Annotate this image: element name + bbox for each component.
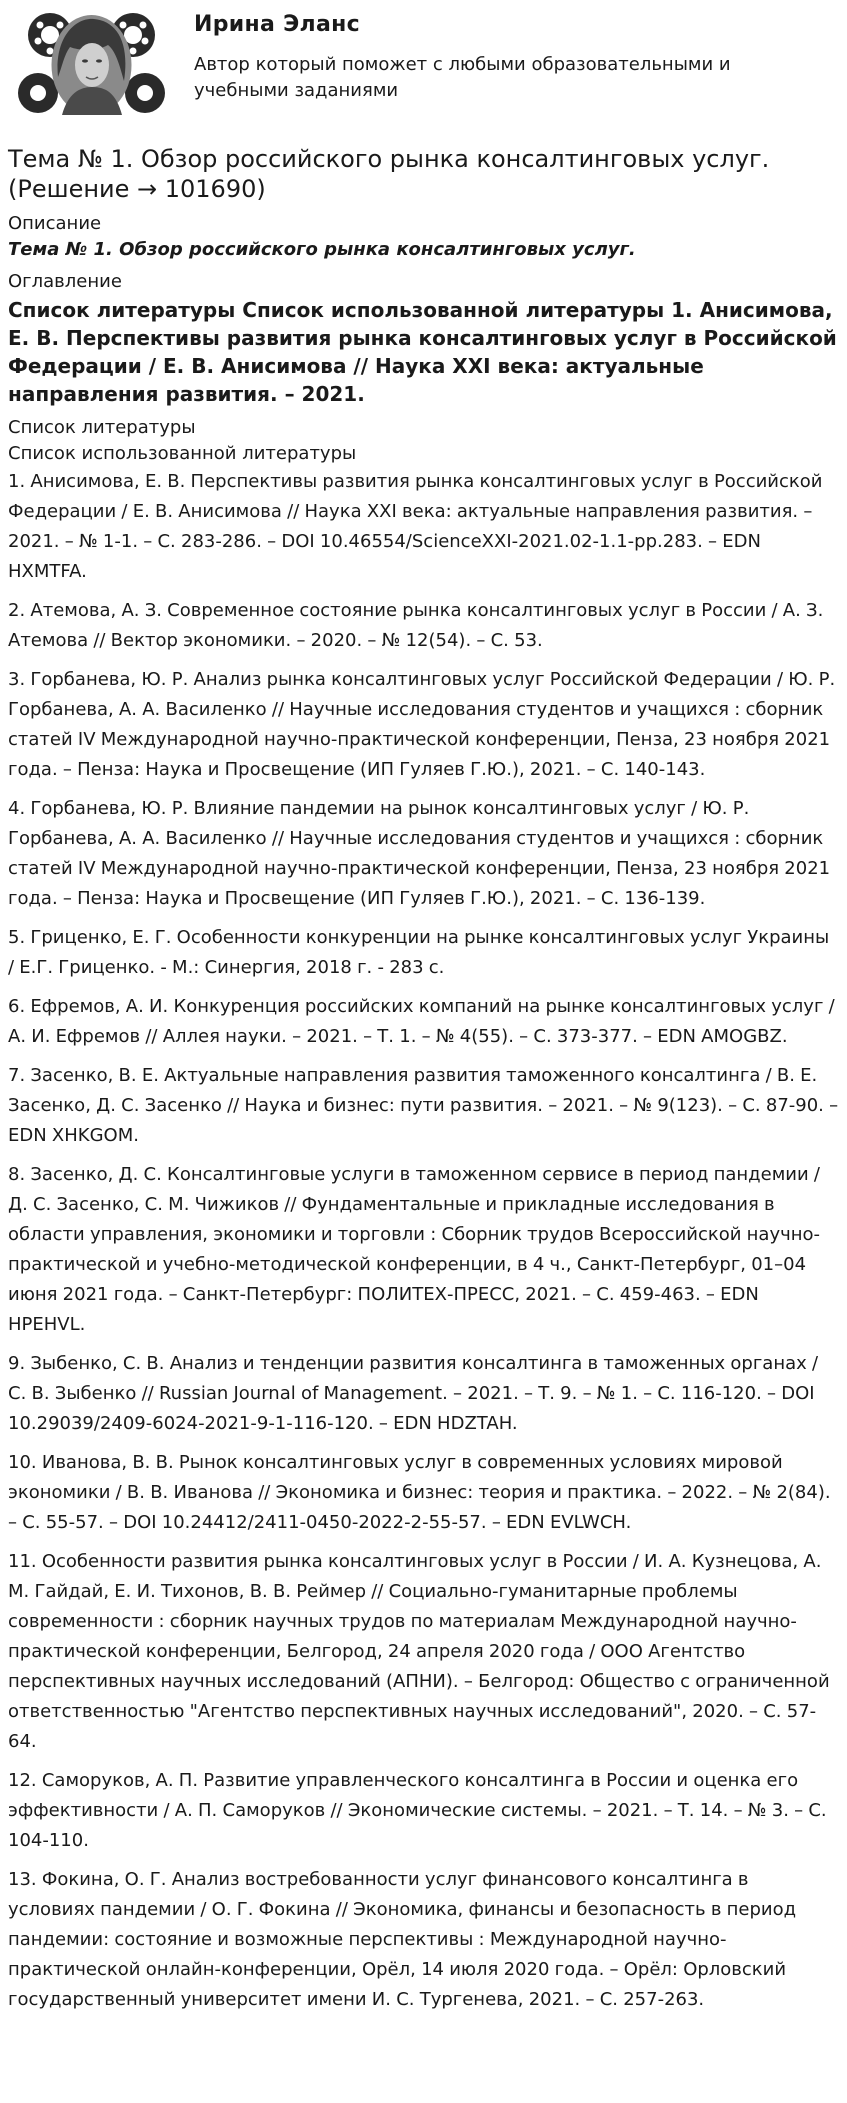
list-item: 3. Горбанева, Ю. Р. Анализ рынка консалтинговых услуг Российской Федерации / Ю. Р. Горбанева, А. А. Василенко // Научные исследования студентов и учащихся : сборник статей IV Международной научно-практической конференции, Пенза, 23 ноября 2021 года. – Пенза: Наука и Просвещение (ИП Гуляев Г.Ю.), 2021. – С. 140-143. xyxy=(8,669,836,780)
page-title: Тема № 1. Обзор российского рынка консалтинговых услуг. (Решение → 101690) xyxy=(8,145,770,203)
list-item: 10. Иванова, В. В. Рынок консалтинговых услуг в современных условиях мировой экономики / В. В. Иванова // Экономика и бизнес: теория и практика. – 2022. – № 2(84). – С. 55-57. – DOI 10.24412/2411-0450-2022-2-55-57. – EDN EVLWCH. xyxy=(8,1452,831,1533)
toc-label: Оглавление xyxy=(8,271,122,292)
author-description: Автор который поможет с любыми образовательными и учебными заданиями xyxy=(194,54,731,101)
toc-text: Список литературы Список использованной литературы 1. Анисимова, Е. В. Перспективы развития рынка консалтинговых услуг в Российской Федерации / Е. В. Анисимова // Наука XXI века: актуальные направления развития. – 2021. xyxy=(8,298,837,406)
list-item: 12. Саморуков, А. П. Развитие управленческого консалтинга в России и оценка его эффективности / А. П. Саморуков // Экономические системы. – 2021. – Т. 14. – № 3. – С. 104-110. xyxy=(8,1770,827,1851)
author-avatar-icon[interactable] xyxy=(16,7,167,120)
description-text: Тема № 1. Обзор российского рынка консалтинговых услуг. xyxy=(8,239,636,260)
list-item: 9. Зыбенко, С. В. Анализ и тенденции развития консалтинга в таможенных органах / С. В. Зыбенко // Russian Journal of Management. – 2021. – Т. 9. – № 1. – С. 116-120. – DOI 10.29039/2409-6024-2021-9-1-116-120. – EDN HDZTAH. xyxy=(8,1353,819,1434)
list-item: 7. Засенко, В. Е. Актуальные направления развития таможенного консалтинга / В. Е. Засенко, Д. С. Засенко // Наука и бизнес: пути развития. – 2021. – № 9(123). – С. 87-90. – EDN XHKGOM. xyxy=(8,1065,839,1146)
list-item: 5. Гриценко, Е. Г. Особенности конкуренции на рынке консалтинговых услуг Украины / Е.Г. Гриценко. - М.: Синергия, 2018 г. - 283 с. xyxy=(8,927,830,978)
list-item: 2. Атемова, А. З. Современное состояние рынка консалтинговых услуг в России / А. З. Атемова // Вектор экономики. – 2020. – № 12(54). – С. 53. xyxy=(8,600,824,651)
author-name[interactable]: Ирина Эланс xyxy=(194,12,360,37)
list-item: 6. Ефремов, А. И. Конкуренция российских компаний на рынке консалтинговых услуг / А. И. Ефремов // Аллея науки. – 2021. – Т. 1. – № 4(55). – С. 373-377. – EDN AMOGBZ. xyxy=(8,996,835,1047)
list-item: 4. Горбанева, Ю. Р. Влияние пандемии на рынок консалтинговых услуг / Ю. Р. Горбанева, А. А. Василенко // Научные исследования студентов и учащихся : сборник статей IV Международной научно-практической конференции, Пенза, 23 ноября 2021 года. – Пенза: Наука и Просвещение (ИП Гуляев Г.Ю.), 2021. – С. 136-139. xyxy=(8,798,831,909)
bibliography-subtitle: Список использованной литературы xyxy=(8,443,357,464)
author-card xyxy=(8,0,839,128)
description-label: Описание xyxy=(8,213,102,234)
reference-list xyxy=(8,467,839,2015)
list-item: 13. Фокина, О. Г. Анализ востребованности услуг финансового консалтинга в условиях пандемии / О. Г. Фокина // Экономика, финансы и безопасность в период пандемии: состояние и возможные перспективы : Международной научно-практической онлайн-конференции, Орёл, 14 июля 2020 года. – Орёл: Орловский государственный университет имени И. С. Тургенева, 2021. – С. 257-263. xyxy=(8,1869,797,2010)
list-item: 1. Анисимова, Е. В. Перспективы развития рынка консалтинговых услуг в Российской Федерации / Е. В. Анисимова // Наука XXI века: актуальные направления развития. – 2021. – № 1-1. – С. 283-286. – DOI 10.46554/ScienceXXI-2021.02-1.1-pp.283. – EDN HXMTFA. xyxy=(8,471,823,582)
list-item: 8. Засенко, Д. С. Консалтинговые услуги в таможенном сервисе в период пандемии / Д. С. Засенко, С. М. Чижиков // Фундаментальные и прикладные исследования в области управления, экономики и торговли : Сборник трудов Всероссийской научно-практической и учебно-методической конференции, в 4 ч., Санкт-Петербург, 01–04 июня 2021 года. – Санкт-Петербург: ПОЛИТЕХ-ПРЕСС, 2021. – С. 459-463. – EDN HPEHVL. xyxy=(8,1164,821,1335)
list-item: 11. Особенности развития рынка консалтинговых услуг в России / И. А. Кузнецова, А. М. Гайдай, Е. И. Тихонов, В. В. Реймер // Социально-гуманитарные проблемы современности : сборник научных трудов по материалам Международной научно-практической конференции, Белгород, 24 апреля 2020 года / ООО Агентство перспективных научных исследований (АПНИ). – Белгород: Общество с ограниченной ответственностью "Агентство перспективных научных исследований", 2020. – С. 57-64. xyxy=(8,1551,830,1752)
bibliography-label: Список литературы xyxy=(8,417,196,438)
